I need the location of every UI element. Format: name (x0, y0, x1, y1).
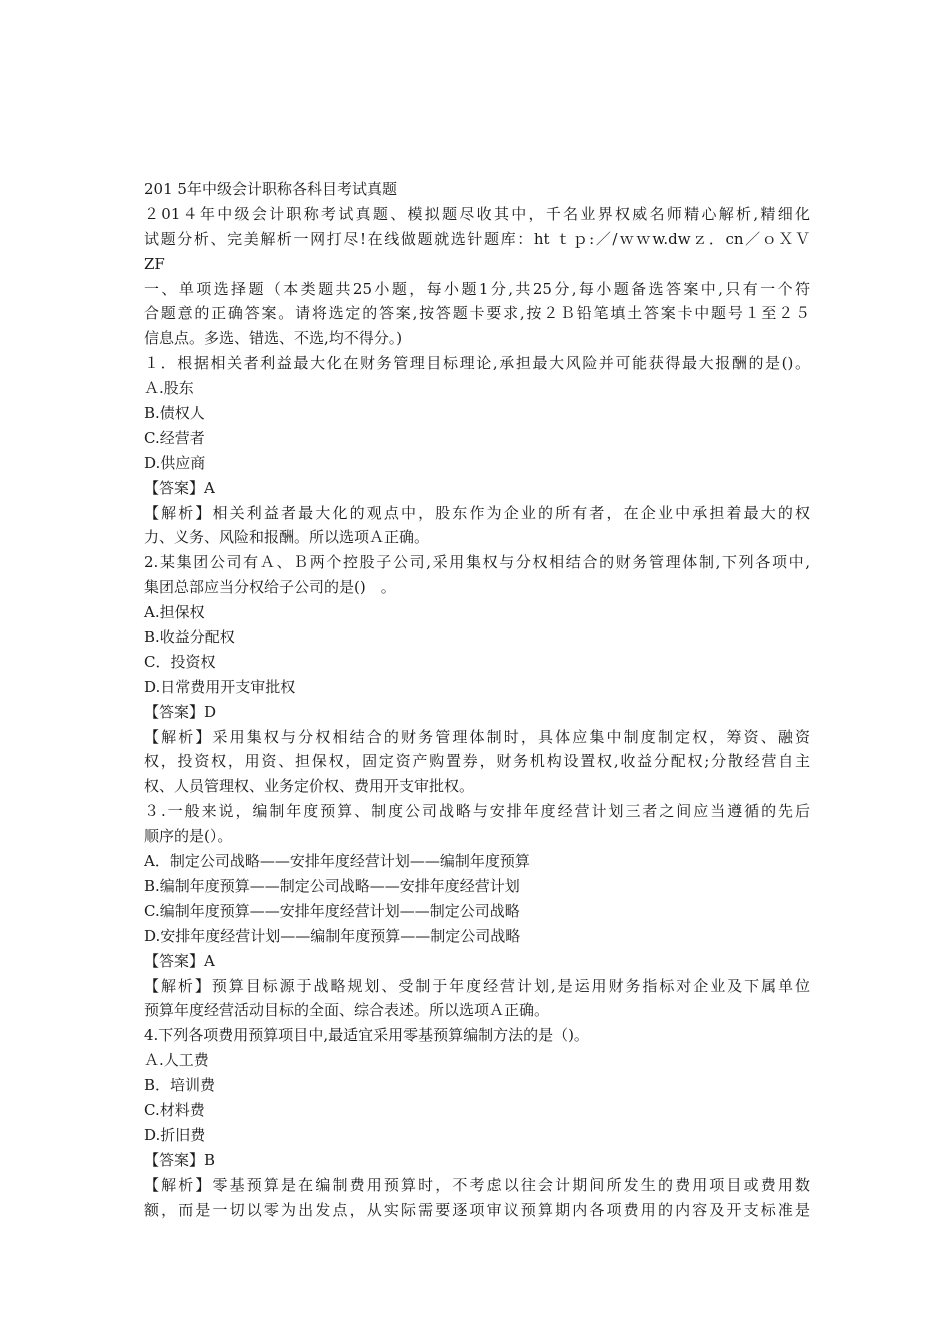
document-line: 201 5年中级会计职称各科目考试真题 (144, 180, 397, 198)
document-line: 试题分析、完美解析一网打尽!在线做题就选针题库：ht ｔｐ:／/ｗｗw.dwｚ．cn／ｏＸＶ (144, 229, 810, 248)
document-line: 2.某集团公司有Ａ、Ｂ两个控股子公司,采用集权与分权相结合的财务管理体制,下列各项中, (144, 553, 810, 572)
document-line: 权，投资权，用资、担保权，固定资产购置券，财务机构设置权,收益分配权;分散经营自主 (144, 752, 810, 771)
document-line: 合题意的正确答案。请将选定的答案,按答题卡要求,按２Ｂ铅笔填土答案卡中题号１至２５ (144, 304, 810, 323)
document-line: 信息点。多选、错选、不选,均不得分。) (144, 329, 403, 348)
document-page (144, 177, 810, 1222)
document-line: A.担保权 (144, 603, 205, 622)
document-line: １．根据相关者利益最大化在财务管理目标理论,承担最大风险并可能获得最大报酬的是()。 (144, 354, 810, 373)
document-line: 【解析】相关利益者最大化的观点中，股东作为企业的所有者，在企业中承担着最大的权 (144, 503, 810, 522)
document-line: ２01４年中级会计职称考试真题、模拟题尽收其中，千名业界权威名师精心解析,精细化 (144, 204, 810, 223)
document-line: 【答案】A (144, 478, 215, 497)
document-line: 额，而是一切以零为出发点，从实际需要逐项审议预算期内各项费用的内容及开支标准是 (144, 1200, 810, 1219)
document-line: D.供应商 (144, 453, 206, 472)
document-line: Ａ.人工费 (144, 1051, 209, 1070)
document-line: ３.一般来说，编制年度预算、制度公司战略与安排年度经营计划三者之间应当遵循的先后 (144, 802, 810, 821)
document-line: D.日常费用开支审批权 (144, 677, 296, 696)
document-line: 顺序的是(）。 (144, 827, 233, 846)
document-line: A．制定公司战略——安排年度经营计划——编制年度预算 (144, 852, 530, 871)
document-line: Ａ.股东 (144, 379, 194, 398)
document-line: 力、义务、风险和报酬。所以选项Ａ正确。 (144, 528, 430, 547)
document-line: 【答案】B (144, 1150, 216, 1169)
document-line: 【解析】零基预算是在编制费用预算时，不考虑以往会计期间所发生的费用项目或费用数 (144, 1175, 810, 1194)
document-line: 4.下列各项费用预算项目中,最适宜采用零基预算编制方法的是（)。 (144, 1026, 589, 1045)
document-line: D.折旧费 (144, 1125, 206, 1144)
document-line: 【答案】A (144, 951, 215, 970)
document-line: 一、单项选择题（本类题共25小题，每小题1分,共25分,每小题备选答案中,只有一个符 (144, 279, 810, 298)
document-line: 权、人员管理权、业务定价权、费用开支审批权。 (144, 777, 475, 796)
document-line: C.材料费 (144, 1100, 205, 1119)
document-line: 预算年度经营活动目标的全面、综合表述。所以选项Ａ正确。 (144, 1001, 550, 1020)
document-line: ZF (144, 254, 165, 273)
document-line: 集团总部应当分权给子公司的是() 。 (144, 578, 396, 597)
document-line: B．培训费 (144, 1076, 216, 1095)
document-line: C.编制年度预算——安排年度经营计划——制定公司战略 (144, 901, 520, 920)
document-line: C．投资权 (144, 652, 216, 671)
document-line: 【解析】预算目标源于战略规划、受制于年度经营计划,是运用财务指标对企业及下属单位 (144, 976, 810, 995)
document-line: B.编制年度预算——制定公司战略——安排年度经营计划 (144, 876, 520, 895)
document-line: B.债权人 (144, 404, 205, 423)
document-line: C.经营者 (144, 428, 205, 447)
document-line: 【解析】采用集权与分权相结合的财务管理体制时，具体应集中制度制定权，筹资、融资 (144, 727, 810, 746)
document-line: 【答案】D (144, 702, 217, 721)
document-line: D.安排年度经营计划——编制年度预算——制定公司战略 (144, 926, 521, 945)
document-line: B.收益分配权 (144, 628, 235, 647)
